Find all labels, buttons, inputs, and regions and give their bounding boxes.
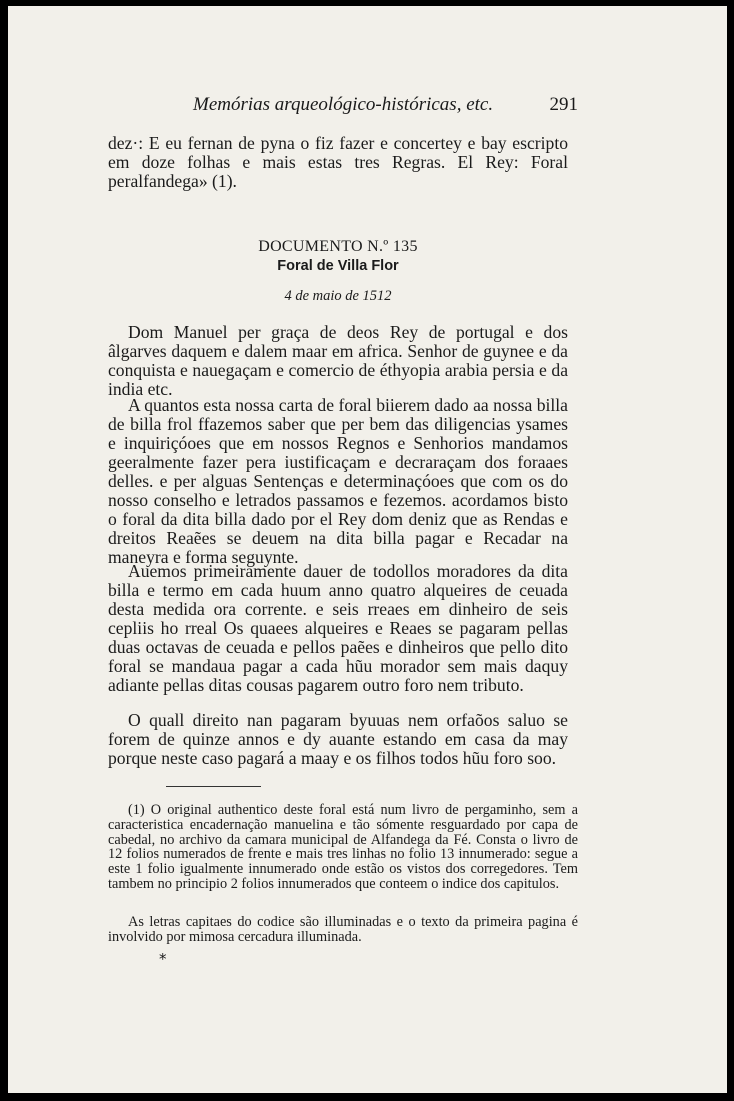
body-paragraph: Dom Manuel per graça de deos Rey de portugal e dos âlgarves daquem e dalem maar em africa. Senhor de guynee e da conquista e nauegaçam e comercio de éthyopia arabia persia e da india etc. xyxy=(108,322,568,399)
footnote-continuation: As letras capitaes do codice são illuminadas e o texto da primeira pagina é involvido por mimosa cercadura illuminada. xyxy=(108,914,578,945)
running-title: Memórias arqueológico-históricas, etc. xyxy=(193,94,494,115)
page-header xyxy=(193,94,578,118)
body-paragraph: A quantos esta nossa carta de foral biierem dado aa nossa billa de billa frol ffazemos saber que per bem das diligencias ysames e inquiriçóoes que em nossos Regnos e Senhorios mandamos geeralmente fazer pera iustificaçam e decraraçam dos foraaes delles. e per alguas Sentenças e determinaçóoes que com os do nosso conselho e letrados passamos e fezemos. acordamos bisto o foral da dita billa dado por el Rey dom deniz que as Rendas e dreitos Reaẽes se deuem na dita billa pagar e Recadar na maneyra e forma seguynte. xyxy=(108,395,568,567)
footnote: (1) O original authentico deste foral está num livro de pergaminho, sem a caracteristica encadernação manuelina e tão sómente resguardado por capa de cabedal, no archivo da camara municipal de Alfandega da Fé. Consta o livro de 12 folios numerados de frente e mais tres linhas no folio 13 innumerado: segue a este 1 folio igualmente innumerado onde estão os vistos dos corregedores. Tem tambem no principio 2 folios innumerados que conteem o indice dos capitulos. xyxy=(108,802,578,892)
footnote-divider xyxy=(166,786,261,787)
document-title: Foral de Villa Flor xyxy=(277,258,399,274)
asterisk-ornament: * xyxy=(159,950,167,968)
document-date: 4 de maio de 1512 xyxy=(284,288,392,304)
book-page xyxy=(8,6,727,1093)
page-number: 291 xyxy=(549,94,578,115)
document-number: DOCUMENTO N.º 135 xyxy=(258,238,418,255)
body-paragraph: Auemos primeiramente dauer de todollos moradores da dita billa e termo em cada huum anno quatro alqueires de ceuada desta medida ora corrente. e seis rreaes em dinheiro de seis cepliis ho rreal Os quaees alqueires e Reaes se pagaram pellas duas octavas de ceuada e pellos paẽes e dinheiros que pello dito foral se mandaua pagar a cada hũu morador sem mais daquy adiante pellas ditas cousas pagarem outro foro nem tributo. xyxy=(108,561,568,695)
body-paragraph: O quall direito nan pagaram byuuas nem orfaõos saluo se forem de quinze annos e dy auante estando em casa da may porque neste caso pagará a maay e os filhos todos hũu foro soo. xyxy=(108,710,568,768)
intro-paragraph: dez·: E eu fernan de pyna o fiz fazer e concertey e bay escripto em doze folhas e mais estas tres Regras. El Rey: Foral peralfandega» (1). xyxy=(108,133,568,191)
